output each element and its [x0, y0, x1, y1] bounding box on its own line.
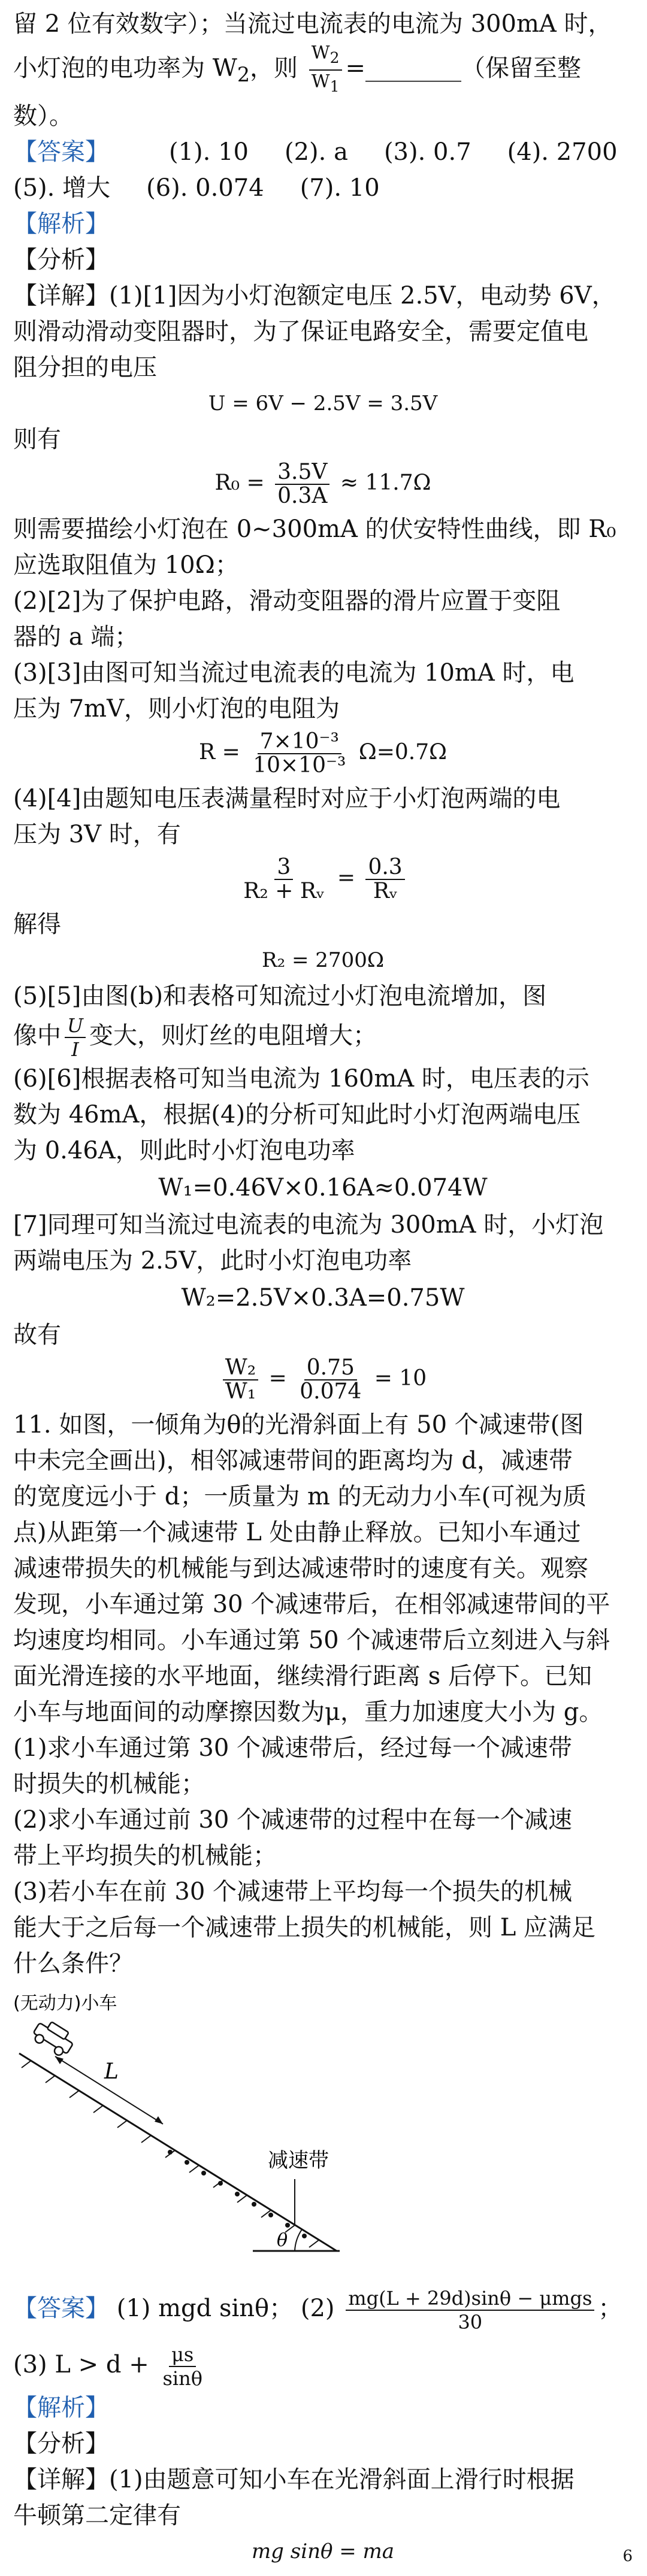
- detail-line-2: 则滑动滑动变阻器时，为了保证电路安全，需要定值电: [13, 318, 588, 345]
- para6-line-1: (6)[6]根据表格可知当电流为 160mA 时，电压表的示: [13, 1065, 589, 1093]
- eq8-den1: W₁: [225, 1379, 256, 1404]
- para7-line-1: [7]同理可知当流过电流表的电流为 300mA 时，小灯泡: [13, 1211, 604, 1239]
- para5-line-1: (5)[5]由图(b)和表格可知流过小灯泡电流增加，图: [13, 982, 547, 1010]
- eq4-den2: Rᵥ: [373, 879, 398, 903]
- q11-line-3: 的宽度远小于 d；一质量为 m 的无动力小车(可视为质: [13, 1483, 587, 1510]
- u-num: U: [67, 1014, 83, 1037]
- q11-line-12: (2)求小车通过前 30 个减速带的过程中在每一个减速: [13, 1806, 572, 1834]
- l-arrow-start: [55, 2056, 64, 2064]
- answer-label: 【答案】: [13, 138, 109, 166]
- theta-arc: [295, 2229, 302, 2251]
- eq3-fraction: [250, 730, 348, 777]
- para5-post: 变大，则灯丝的电阻增大；: [89, 1022, 377, 1049]
- q11-line-10: (1)求小车通过第 30 个减速带后，经过每一个减速带: [13, 1734, 572, 1762]
- detail2-line-1: 【详解】(1)由题意可知小车在光滑斜面上滑行时根据: [13, 2466, 575, 2493]
- answer2-line-1: [13, 2287, 633, 2334]
- eq2-right: ≈ 11.7Ω: [340, 471, 431, 495]
- intro-line-2-c: =________（保留至整数）。: [13, 54, 582, 130]
- l-label: L: [104, 2059, 119, 2084]
- answer-1: (1). 10: [169, 138, 249, 166]
- after-eq3-1: (4)[4]由题知电压表满量程时对应于小灯泡两端的电: [13, 785, 561, 812]
- intro-line-1: 留 2 位有效数字）；当流过电流表的电流为 300mA 时，: [13, 10, 612, 38]
- theta-label: θ: [277, 2230, 288, 2251]
- bump-label: 减速带: [268, 2149, 329, 2173]
- intro-line-2-a: 小灯泡的电功率为 W: [13, 54, 237, 82]
- eq8-fraction-2: [297, 1357, 364, 1403]
- after-eq2-2: 应选取阻值为 10Ω；: [13, 551, 239, 579]
- jiexi-label: 【解析】: [13, 210, 109, 238]
- eq3-num: 7×10⁻³: [258, 730, 341, 754]
- q11-line-11: 时损失的机械能；: [13, 1770, 205, 1798]
- after-eq2-6: 压为 7mV，则小灯泡的电阻为: [13, 695, 340, 723]
- fenxi2-label: 【分析】: [13, 2430, 109, 2457]
- eq4-num2: 0.3: [365, 856, 404, 880]
- i-den: I: [71, 1038, 79, 1061]
- after-eq2-4: 器的 a 端；: [13, 623, 139, 651]
- l-arrow-end: [155, 2116, 163, 2124]
- answer2-part3-fraction: [160, 2343, 205, 2390]
- q11-line-8: 面光滑连接的水平地面，继续滑行距离 s 后停下。已知: [13, 1662, 592, 1690]
- q11-line-14: (3)若小车在前 30 个减速带上平均每一个损失的机械: [13, 1878, 572, 1906]
- eq4-fraction-1: [241, 856, 326, 903]
- answer2-part3-pre: (3) L > d +: [13, 2351, 149, 2378]
- eq2-left: R₀ =: [214, 471, 265, 495]
- q11-line-1: 11. 如图，一倾角为θ的光滑斜面上有 50 个减速带(图: [13, 1411, 584, 1439]
- u-over-i: [65, 1014, 86, 1061]
- q11-line-9: 小车与地面间的动摩擦因数为μ，重力加速度大小为 g。: [13, 1698, 603, 1726]
- answer2-part2-num: mg(L + 29d)sinθ − μmgs: [346, 2287, 594, 2311]
- detail-line-1: 【详解】(1)[1]因为小灯泡额定电压 2.5V，电动势 6V，: [13, 282, 616, 310]
- q11-line-4: 点)从距第一个减速带 L 处由静止释放。已知小车通过: [13, 1519, 581, 1546]
- answer2-label: 【答案】: [13, 2295, 109, 2322]
- answer2-part3-den: sinθ: [162, 2367, 202, 2390]
- jiede-text: 解得: [13, 911, 61, 938]
- zeyou-text: 则有: [13, 426, 61, 453]
- after-eq2-5: (3)[3]由图可知当流过电流表的电流为 10mA 时，电: [13, 659, 575, 687]
- equation-r0: [13, 461, 633, 508]
- eq2-den: 0.3A: [277, 484, 328, 508]
- jiexi2-label: 【解析】: [13, 2394, 109, 2422]
- eq8-num1: W₂: [223, 1357, 258, 1380]
- after-eq2-1: 则需要描绘小灯泡在 0~300mA 的伏安特性曲线，即 R₀: [13, 515, 616, 543]
- eq8-den2: 0.074: [300, 1379, 362, 1404]
- after-eq3-2: 压为 3V 时，有: [13, 821, 181, 848]
- equation-r: [13, 730, 633, 777]
- car-icon: [30, 2017, 77, 2059]
- equation-ratio: $\frac{3}{\text{R₂ + Rᵥ}}$ = $\frac{0.3}{\text{Rᵥ}}$: [13, 856, 633, 903]
- incline-figure: [13, 1988, 633, 2275]
- eq3-den: 10×10⁻³: [253, 753, 346, 778]
- page-number: 6: [622, 2547, 633, 2565]
- answer-7: (7). 10: [300, 174, 380, 202]
- answers-row-2: [13, 170, 633, 206]
- answer2-part1: (1) mgd sinθ；: [116, 2295, 294, 2322]
- q11-line-7: 均速度均相同。小车通过第 50 个减速带后立刻进入与斜: [13, 1627, 610, 1654]
- equation-voltage: U = 6V − 2.5V = 3.5V: [208, 392, 438, 415]
- equation-w-ratio: $\frac{\text{W₂}}{\text{W₁}}$ = $\frac{0.75}{0.074}$ = 10: [13, 1357, 633, 1403]
- eq4-den1: R₂ + Rᵥ: [243, 879, 325, 903]
- answer-3: (3). 0.7: [383, 138, 471, 166]
- eq2-num: 3.5V: [275, 461, 329, 485]
- q11-line-2: 中未完全画出)，相邻减速带间的距离均为 d，减速带: [13, 1447, 573, 1474]
- answer-6: (6). 0.074: [146, 174, 264, 202]
- answer2-part2-fraction: [346, 2287, 594, 2334]
- answer-4: (4). 2700: [507, 138, 618, 166]
- after-eq2-3: (2)[2]为了保护电路，滑动变阻器的滑片应置于变阻: [13, 587, 561, 615]
- q11-line-6: 发现，小车通过第 30 个减速带后，在相邻减速带间的平: [13, 1591, 610, 1618]
- equation-w2: W₂=2.5V×0.3A=0.75W: [181, 1284, 465, 1312]
- detail-line-3: 阻分担的电压: [13, 354, 157, 381]
- guyou-text: 故有: [13, 1321, 61, 1349]
- para6-line-2: 数为 46mA，根据(4)的分析可知此时小灯泡两端电压: [13, 1101, 581, 1128]
- fenxi-label: 【分析】: [13, 246, 109, 274]
- answer2-part2-post: ；: [598, 2295, 622, 2322]
- answer-5: (5). 增大: [13, 174, 111, 202]
- q11-line-15: 能大于之后每一个减速带上损失的机械能，则 L 应满足: [13, 1914, 595, 1941]
- equation-w1: W₁=0.46V×0.16A≈0.074W: [158, 1174, 488, 1201]
- eq4-num1: 3: [274, 856, 293, 880]
- eq8-fraction-1: [223, 1357, 258, 1403]
- eq2-fraction: [275, 461, 329, 508]
- para5-pre: 像中: [13, 1022, 61, 1049]
- answer2-line-2: [13, 2343, 633, 2390]
- eq4-fraction-2: [365, 856, 404, 903]
- answer2-part2-pre: (2): [300, 2295, 335, 2322]
- answer-2: (2). a: [285, 138, 348, 166]
- q11-line-5: 减速带损失的机械能与到达减速带时的速度有关。观察: [13, 1555, 588, 1582]
- ratio-w2-w1: $\frac{W_2}{W_1}$: [309, 42, 342, 98]
- eq3-left: R =: [199, 740, 240, 764]
- q11-line-16: 什么条件？: [13, 1950, 133, 1977]
- para6-line-3: 为 0.46A，则此时小灯泡电功率: [13, 1137, 355, 1164]
- para5-line-2: [13, 1014, 633, 1061]
- detail2-line-2: 牛顿第二定律有: [13, 2502, 181, 2529]
- eq8-num2: 0.75: [304, 1357, 357, 1380]
- intro-line-2: 小灯泡的电功率为 $W_2$，则 $\frac{W_2}{W_1}$ =________（保留至整数）。: [13, 43, 582, 130]
- eq8-right: = 10: [374, 1366, 427, 1391]
- incline-diagram: [13, 1988, 630, 2275]
- para7-line-2: 两端电压为 2.5V，此时小灯泡电功率: [13, 1247, 412, 1275]
- q11-line-13: 带上平均损失的机械能；: [13, 1842, 277, 1870]
- answer2-part2-den: 30: [458, 2311, 483, 2334]
- equation-r2: R₂ = 2700Ω: [261, 948, 385, 972]
- eq3-right: Ω=0.7Ω: [358, 740, 447, 764]
- equation-newton: mg sinθ = ma: [251, 2539, 395, 2563]
- car-label: (无动力)小车: [13, 1993, 117, 2014]
- answer2-part3-num: μs: [169, 2343, 196, 2367]
- intro-line-2-b: ，则: [250, 54, 298, 82]
